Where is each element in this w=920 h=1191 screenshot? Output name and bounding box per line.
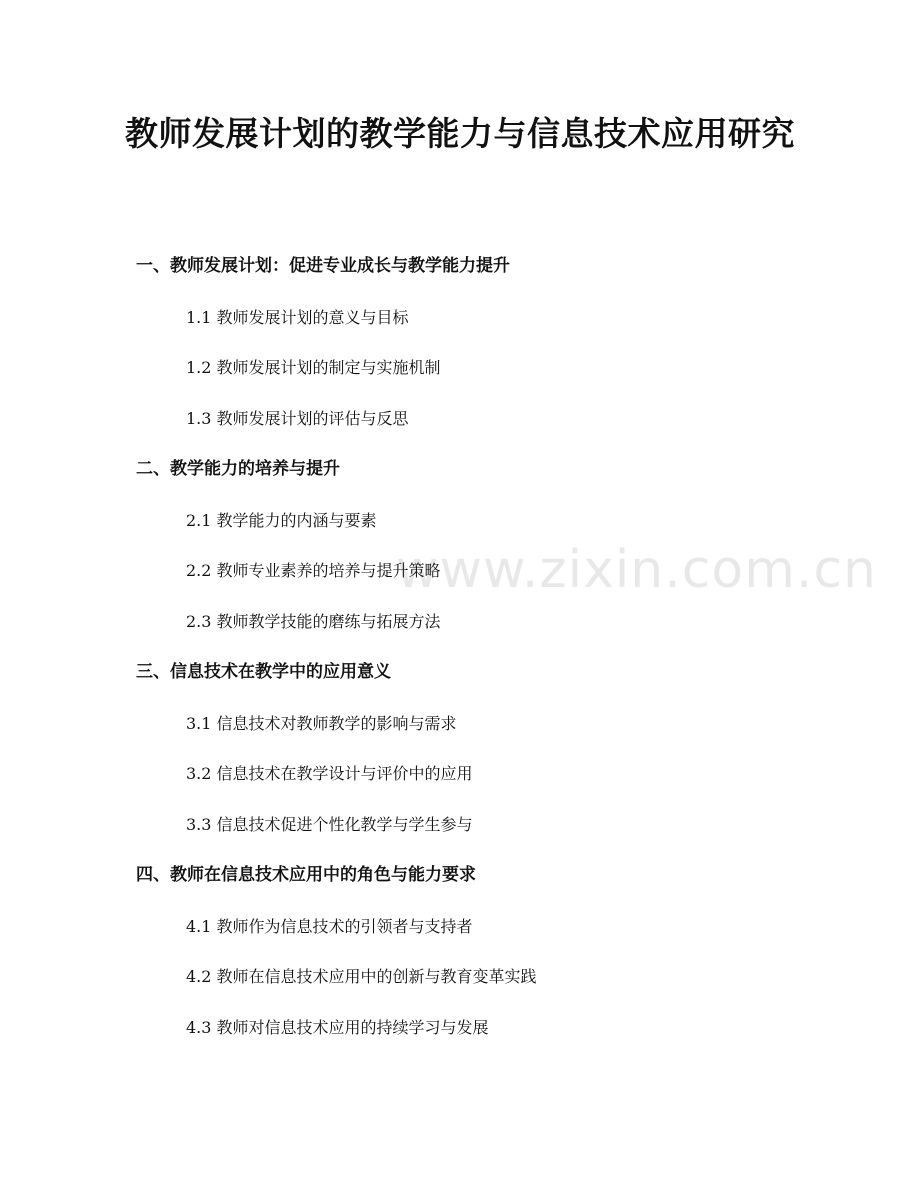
sub-item-4-3: 4.3 教师对信息技术应用的持续学习与发展 bbox=[186, 1018, 489, 1037]
sub-item-3-1: 3.1 信息技术对教师教学的影响与需求 bbox=[186, 714, 457, 733]
sub-item-1-1: 1.1 教师发展计划的意义与目标 bbox=[186, 308, 409, 327]
section-heading-2: 二、教学能力的培养与提升 bbox=[136, 459, 340, 479]
section-heading-4: 四、教师在信息技术应用中的角色与能力要求 bbox=[136, 865, 476, 885]
sub-item-2-3: 2.3 教师教学技能的磨练与拓展方法 bbox=[186, 612, 441, 631]
sub-item-1-3: 1.3 教师发展计划的评估与反思 bbox=[186, 409, 409, 428]
sub-item-2-2: 2.2 教师专业素养的培养与提升策略 bbox=[186, 561, 441, 580]
sub-item-4-1: 4.1 教师作为信息技术的引领者与支持者 bbox=[186, 917, 473, 936]
sub-item-1-2: 1.2 教师发展计划的制定与实施机制 bbox=[186, 358, 441, 377]
document-title: 教师发展计划的教学能力与信息技术应用研究 bbox=[125, 114, 795, 153]
sub-item-3-2: 3.2 信息技术在教学设计与评价中的应用 bbox=[186, 764, 473, 783]
section-heading-3: 三、信息技术在教学中的应用意义 bbox=[136, 662, 391, 682]
watermark: www.zixin.com.cn bbox=[396, 540, 877, 600]
section-heading-1: 一、教师发展计划：促进专业成长与教学能力提升 bbox=[136, 256, 510, 276]
sub-item-2-1: 2.1 教学能力的内涵与要素 bbox=[186, 511, 377, 530]
sub-item-4-2: 4.2 教师在信息技术应用中的创新与教育变革实践 bbox=[186, 967, 537, 986]
sub-item-3-3: 3.3 信息技术促进个性化教学与学生参与 bbox=[186, 815, 473, 834]
